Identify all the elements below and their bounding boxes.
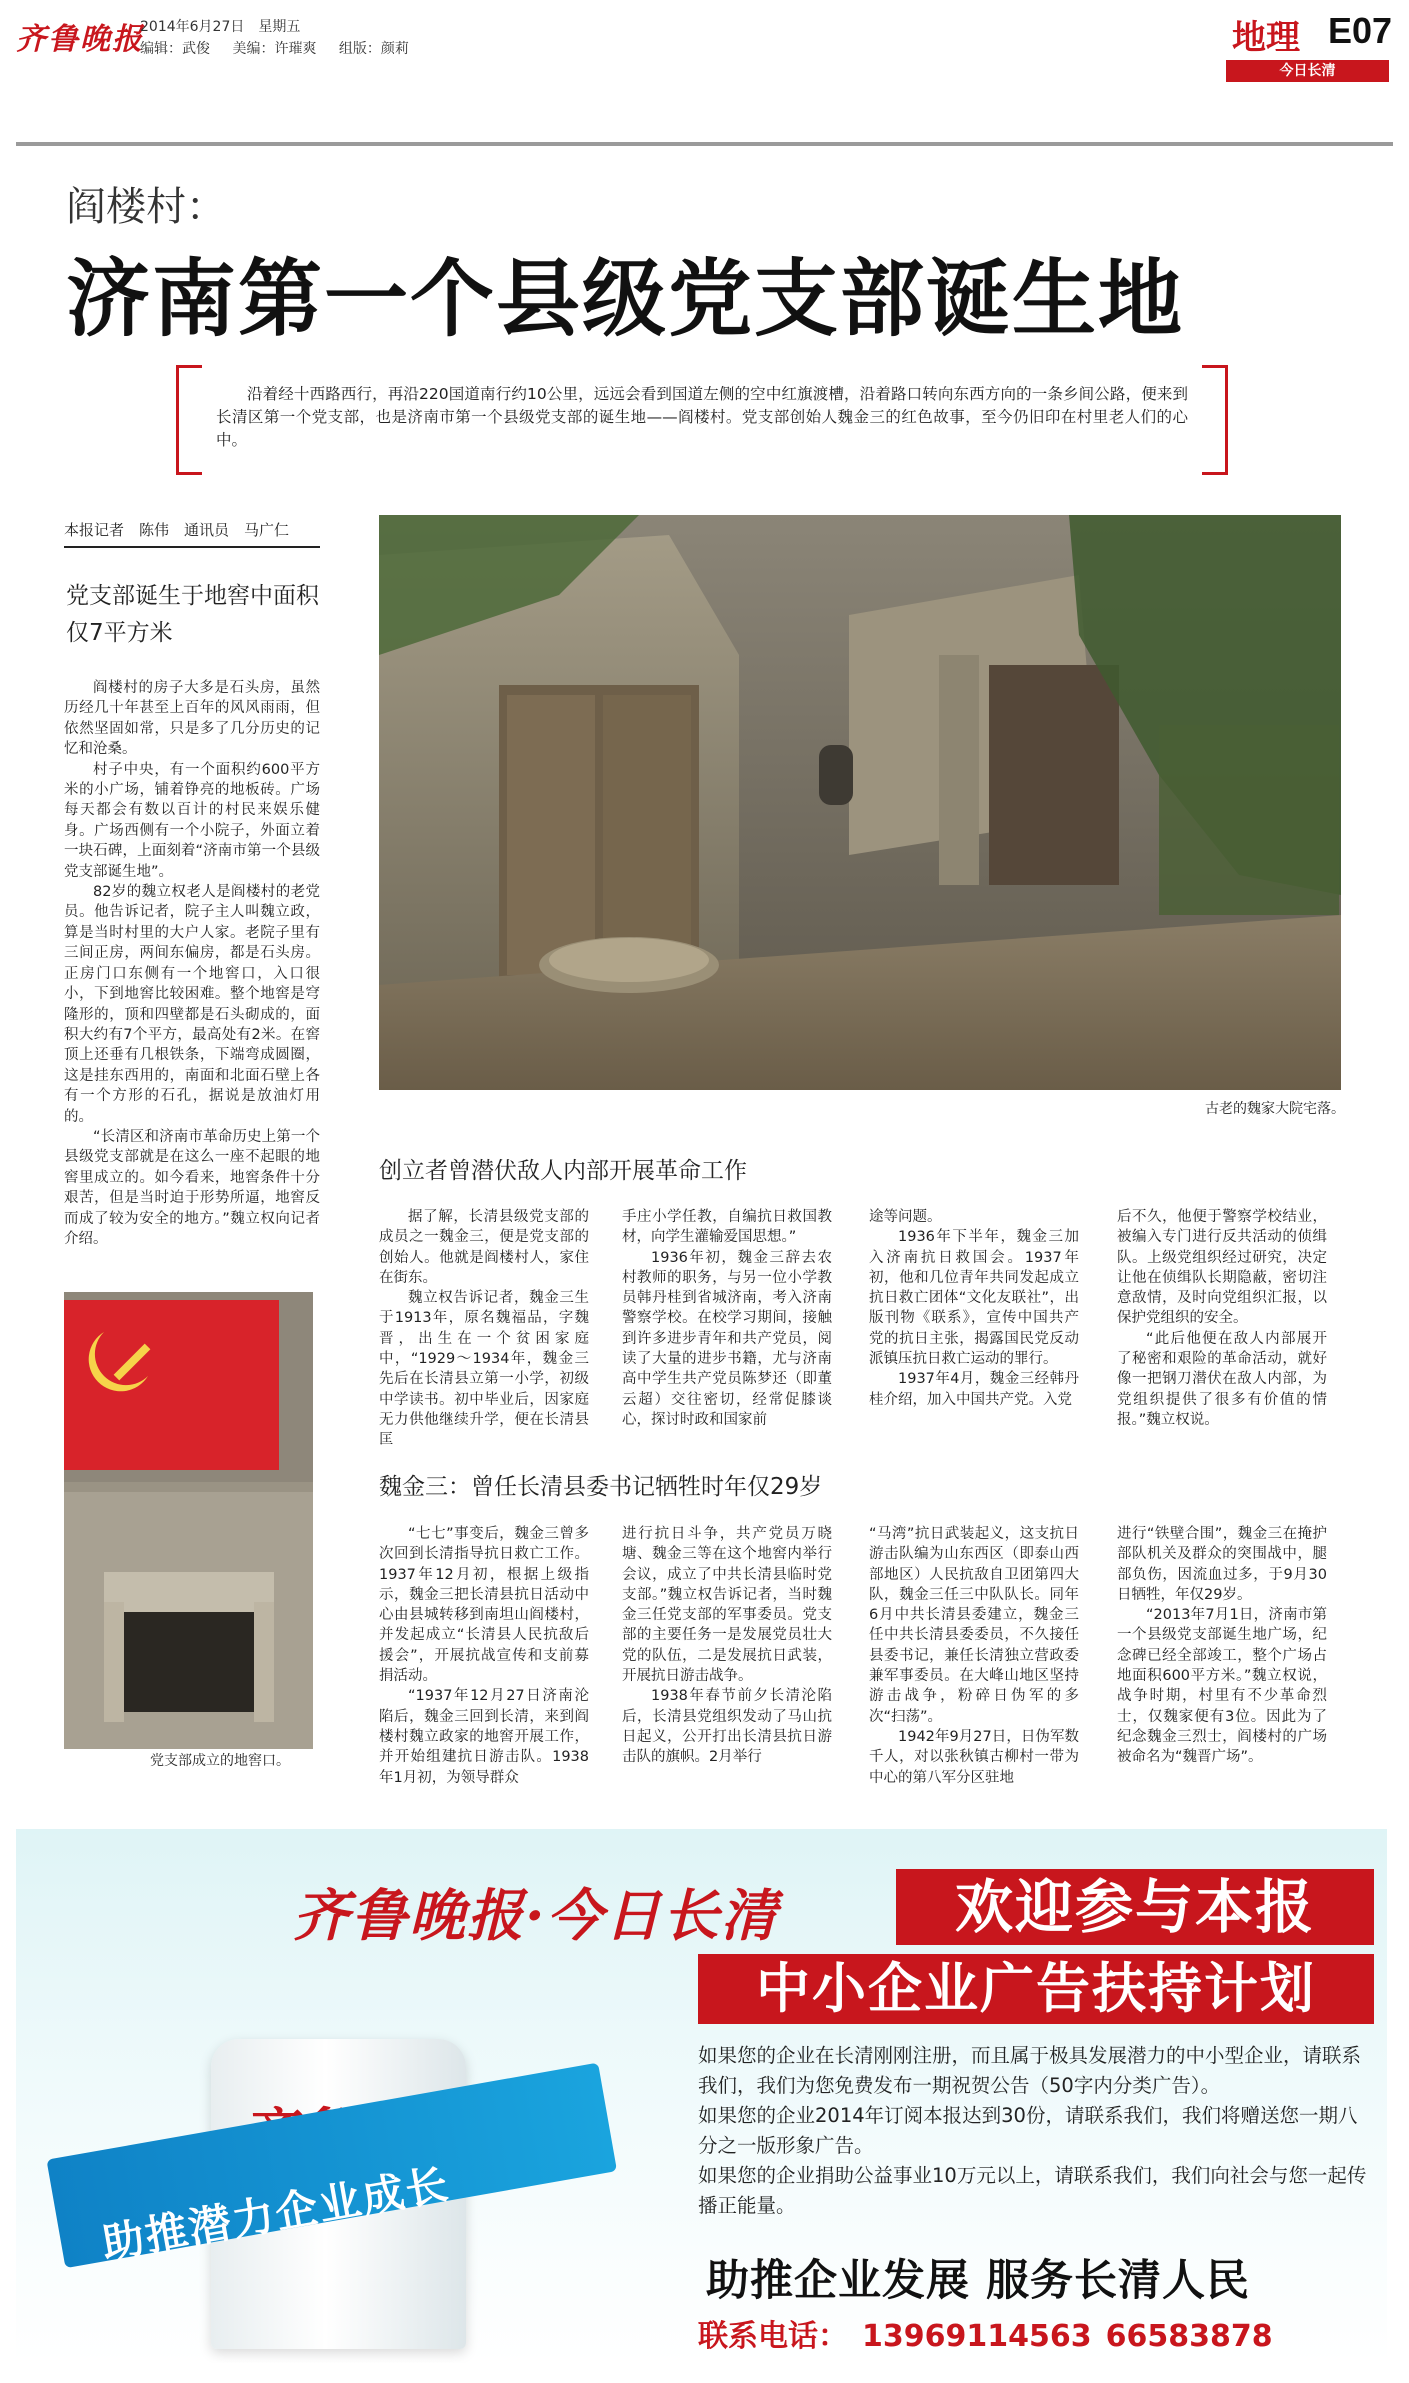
newspaper-logo: 齐鲁晚报	[16, 22, 144, 57]
ad-plan-banner: 中小企业广告扶持计划	[698, 1954, 1374, 2024]
sec2-column-4	[1117, 1207, 1327, 1452]
paragraph: 1937年4月，魏金三经韩丹桂介绍，加入中国共产党。入党	[869, 1371, 1079, 1408]
ad-paragraph: 如果您的企业捐助公益事业10万元以上，请联系我们，我们向社会与您一起传播正能量。	[698, 2164, 1367, 2217]
paragraph: 1938年春节前夕长清沦陷后，长清县党组织发动了马山抗日起义，公开打出长清县抗日游击队的旗帜。2月举行	[622, 1688, 832, 1766]
article-lead: 沿着经十西路西行，再沿220国道南行约10公里，远远会看到国道左侧的空中红旗渡槽，沿着路口转向东西方向的一条乡间公路，便来到长清区第一个党支部，也是济南市第一个县级党支部的诞生地——阎楼村。党支部创始人魏金三的红色故事，至今仍旧印在村里老人们的心中。	[216, 385, 1188, 449]
article-headline: 济南第一个县级党支部诞生地	[66, 250, 1185, 348]
paragraph: 村子中央，有一个面积约600平方米的小广场，铺着铮亮的地板砖。广场每天都会有数以百计的村民来娱乐健身。广场西侧有一个小院子，外面立着一块石碑，上面刻着“济南市第一个县级党支部诞生地”。	[64, 761, 320, 880]
issue-date: 2014年6月27日 星期五	[140, 19, 301, 35]
paragraph: 据了解，长清县级党支部的成员之一魏金三，便是党支部的创始人。他就是阎楼村人，家住在街东。	[379, 1209, 589, 1286]
photo-caption-small: 党支部成立的地窖口。	[150, 1753, 290, 1769]
arrow-banner-text: 助推潜力企业成长	[98, 2159, 454, 2269]
cellar-photo	[64, 1292, 313, 1749]
ad-logo: 齐鲁晚报·今日长清	[293, 1883, 779, 1949]
section-bar: 今日长清	[1226, 60, 1389, 82]
photo-caption-main: 古老的魏家大院宅落。	[1205, 1101, 1345, 1117]
ad-welcome-banner: 欢迎参与本报	[896, 1869, 1374, 1945]
paragraph: 阎楼村的房子大多是石头房，虽然历经几十年甚至上百年的风风雨雨，但依然坚固如常，只是多了几分历史的记忆和沧桑。	[64, 680, 320, 758]
sec2-column-3	[869, 1207, 1079, 1452]
paragraph: “2013年7月1日，济南市第一个县级党支部诞生地广场，纪念碑已经全部竣工，整个广场占地面积600平方米。”魏立权说，战争时期，村里有不少革命烈士，仅魏家便有3位。因此为了纪念魏金三烈士，阎楼村的广场被命名为“魏晋广场”。	[1117, 1607, 1327, 1766]
ad-paragraph: 如果您的企业在长清刚刚注册，而且属于极具发展潜力的中小型企业，请联系我们，我们为您免费发布一期祝贺公告（50字内分类广告）。	[698, 2044, 1362, 2097]
ad-body	[698, 2041, 1374, 2221]
paragraph: “此后他便在敌人内部展开了秘密和艰险的革命活动，就好像一把钢刀潜伏在敌人内部，为党组织提供了很多有价值的情报。”魏立权说。	[1117, 1330, 1327, 1428]
byline: 本报记者 陈伟 通讯员 马广仁	[64, 519, 320, 548]
sec3-column-4	[1117, 1524, 1327, 1804]
page-number: E07	[1328, 10, 1393, 51]
credit-designer: 美编：许璀爽	[232, 41, 317, 57]
sec3-column-2	[622, 1524, 832, 1804]
courtyard-illustration	[379, 515, 1341, 1090]
paragraph: “长清区和济南市革命历史上第一个县级党支部就是在这么一座不起眼的地窖里成立的。如今看来，地窖条件十分艰苦，但是当时迫于形势所逼，地窖反而成了较为安全的地方。”魏立权向记者介绍。	[64, 1128, 320, 1247]
sec2-column-1	[379, 1207, 589, 1452]
paragraph: “马湾”抗日武装起义，这支抗日游击队编为山东西区（即泰山西部地区）人民抗敌自卫团第四大队，魏金三任三中队队长。同年6月中共长清县委建立，魏金三任中共长清县委委员，不久接任县委书记，兼任长清独立营政委兼军事委员。在大峰山地区坚持游击战争，粉碎日伪军的多次“扫荡”。	[869, 1526, 1079, 1725]
sec3-column-3	[869, 1524, 1079, 1804]
article-kicker: 阎楼村：	[66, 184, 226, 230]
courtyard-photo	[379, 515, 1341, 1090]
section-heading-3: 魏金三：曾任长清县委书记牺牲时年仅29岁	[379, 1474, 823, 1500]
paragraph: “1937年12月27日济南沦陷后，魏金三回到长清，来到阎楼村魏立政家的地窖开展工作，并开始组建抗日游击队。1938年1月初，为领导群众	[379, 1688, 589, 1786]
credit-layout: 组版：颜莉	[338, 41, 409, 57]
paragraph: 手庄小学任教，自编抗日救国教材，向学生灌输爱国思想。”	[622, 1209, 832, 1246]
phone-number-2: 66583878	[1105, 2319, 1273, 2354]
lead-box	[176, 365, 1228, 475]
credit-editor: 编辑：武俊	[140, 41, 210, 57]
section-name: 地理	[1232, 18, 1300, 58]
credits	[140, 38, 427, 58]
phone-number-1: 13969114563	[862, 2319, 1092, 2354]
paragraph: 进行抗日斗争，共产党员万晓塘、魏金三等在这个地窖内举行会议，成立了中共长清县临时党支部。”魏立权告诉记者，当时魏金三任党支部的军事委员。党支部的主要任务一是发展党员壮大党的队伍，二是发展抗日武装，开展抗日游击战争。	[622, 1526, 832, 1685]
paragraph: 后不久，他便于警察学校结业，被编入专门进行反共活动的侦缉队。上级党组织经过研究，决定让他在侦缉队长期隐蔽，密切注意敌情，及时向党组织汇报，以保护党组织的安全。	[1117, 1209, 1327, 1327]
left-bracket	[176, 365, 202, 475]
paragraph: 魏立权告诉记者，魏金三生于1913年，原名魏福品，字魏晋，出生在一个贫困家庭中，“1929～1934年，魏金三先后在长清县立第一小学，初级中学读书。初中毕业后，因家庭无力供他继续升学，便在长清县匡	[379, 1290, 589, 1449]
paragraph: 1936年初，魏金三辞去农村教师的职务，与另一位小学教员韩丹桂到省城济南，考入济南警察学校。在校学习期间，接触到许多进步青年和共产党员，阅读了大量的进步书籍，尤与济南高中学生共产党员陈梦还（即董云超）交往密切，经常促膝谈心，探讨时政和国家前	[622, 1249, 832, 1428]
cellar-illustration	[64, 1292, 313, 1749]
ad-phone	[698, 2311, 1287, 2355]
paragraph: 1936年下半年，魏金三加入济南抗日救国会。1937年初，他和几位青年共同发起成立抗日救亡团体“文化友联社”，出版刊物《联系》，宣传中国共产党的抗日主张，揭露国民党反动派镇压抗日救亡运动的罪行。	[869, 1229, 1079, 1368]
sec3-column-1	[379, 1524, 589, 1804]
section-heading-1: 党支部诞生于地窖中面积仅7平方米	[66, 583, 319, 646]
masthead	[0, 0, 1409, 95]
paragraph: 82岁的魏立权老人是阎楼村的老党员。他告诉记者，院子主人叫魏立政，算是当时村里的大户人家。老院子里有三间正房，两间东偏房，都是石头房。正房门口东侧有一个地窖口，入口很小，下到地窖比较困难。整个地窖是穹隆形的，顶和四壁都是石头砌成的，面积大约有7个平方，最高处有2米。在窖顶上还垂有几根铁条，下端弯成圆圈，这是挂东西用的，南面和北面石壁上各有一个方形的石孔，据说是放油灯用的。	[64, 884, 320, 1125]
paragraph: 途等问题。	[869, 1209, 942, 1225]
advertisement	[16, 1829, 1387, 2363]
ad-paragraph: 如果您的企业2014年订阅本报达到30份，请联系我们，我们将赠送您一期八分之一版形象广告。	[698, 2104, 1358, 2157]
section-heading-2: 创立者曾潜伏敌人内部开展革命工作	[379, 1158, 747, 1184]
ad-slogan: 助推企业发展 服务长清人民	[706, 2256, 1250, 2306]
paragraph: 1942年9月27日，日伪军数千人，对以张秋镇古柳村一带为中心的第八军分区驻地	[869, 1728, 1079, 1786]
top-rule	[16, 142, 1393, 146]
sec2-column-2	[622, 1207, 832, 1452]
paragraph: 进行“铁壁合围”，魏金三在掩护部队机关及群众的突围战中，腿部负伤，因流血过多，于9月30日牺牲，年仅29岁。	[1117, 1526, 1327, 1603]
right-bracket	[1202, 365, 1228, 475]
left-column-text	[64, 678, 320, 1249]
paragraph: “七七”事变后，魏金三曾多次回到长清指导抗日救亡工作。1937年12月初，根据上级指示，魏金三把长清县抗日活动中心由县城转移到南坦山阎楼村，并发起成立“长清县人民抗敌后援会”，开展抗战宣传和支前募捐活动。	[379, 1526, 589, 1685]
phone-label: 联系电话：	[698, 2319, 848, 2354]
